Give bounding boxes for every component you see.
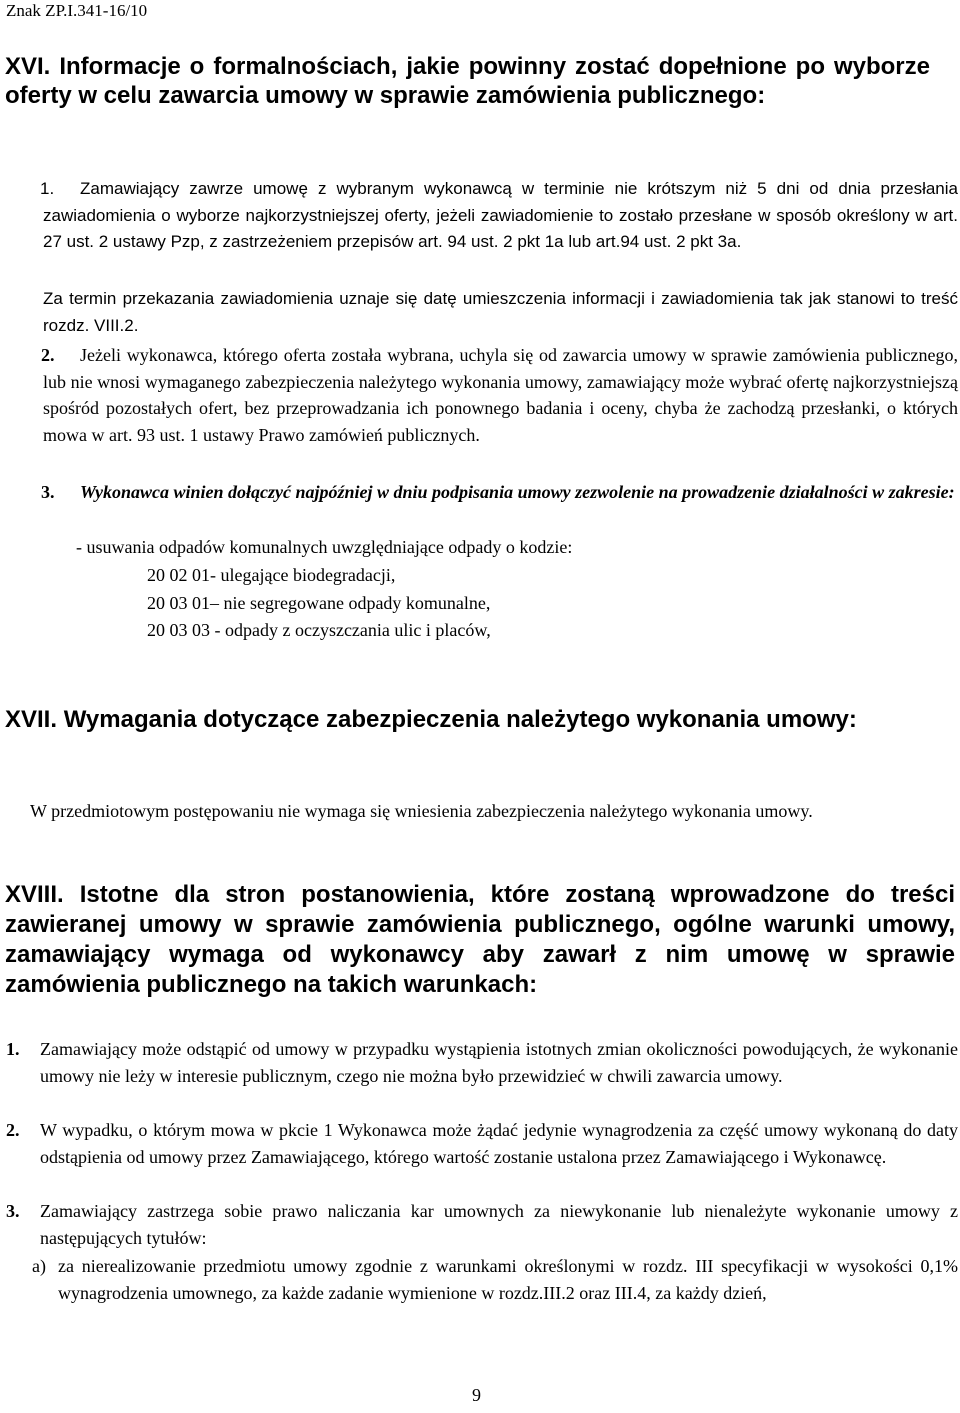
section-xviii-title: XVIII. Istotne dla stron postanowienia, które zostaną wprowadzone do treści zawieranej umowy w sprawie zamówienia publicznego, ogólne warunki umowy, zamawiający wymaga od wykonawcy aby zawarł z nim umowę w sprawie zamówienia publicznego na takich warunkach: — [5, 881, 955, 998]
item-number: 2. — [6, 1120, 20, 1140]
subitem-label: a) — [32, 1256, 46, 1276]
item-text: Wykonawca winien dołączyć najpóźniej w dniu podpisania umowy zezwolenie na prowadzenie działalności w zakresie: — [80, 482, 955, 502]
section-xvi-item-2 — [43, 342, 958, 448]
item-text: Zamawiający zastrzega sobie prawo naliczania kar umownych za niewykonanie lub nienależyte wykonanie umowy z następujących tytułów: — [40, 1201, 958, 1248]
item-number: 2. — [41, 345, 55, 365]
page-number: 9 — [472, 1385, 481, 1405]
waste-code-item: 20 03 03 - odpady z oczyszczania ulic i placów, — [147, 620, 491, 640]
section-xviii-item-2 — [6, 1117, 958, 1171]
section-xvi-item-3 — [43, 479, 958, 506]
item-number: 1. — [6, 1039, 20, 1059]
waste-list-intro: - usuwania odpadów komunalnych uwzględniające odpady o kodzie: — [76, 537, 573, 557]
item-text: Zamawiający może odstąpić od umowy w przypadku wystąpienia istotnych zmian okoliczności powodujących, że wykonanie umowy nie leży w interesie publicznym, czego nie można było przewidzieć w chwili zawarcia umowy. — [40, 1039, 958, 1086]
waste-code-item: 20 02 01- ulegające biodegradacji, — [147, 565, 396, 585]
section-xviii-item-3 — [6, 1198, 958, 1252]
section-xviii-item-1 — [6, 1036, 958, 1090]
section-xvi-item-1 — [40, 176, 958, 256]
section-xvi-item-1-note: Za termin przekazania zawiadomienia uznaje się datę umieszczenia informacji i zawiadomienia tak jak stanowi to treść rozdz. VIII.2. — [43, 289, 958, 335]
subitem-text: za nierealizowanie przedmiotu umowy zgodnie z warunkami określonymi w rozdz. III specyfikacji w wysokości 0,1% wynagrodzenia umownego, za każde zadanie wymienione w rozdz.III.2 oraz III.4, za każdy dzień, — [58, 1256, 958, 1303]
section-xvii-title: XVII. Wymagania dotyczące zabezpieczenia należytego wykonania umowy: — [5, 706, 857, 733]
waste-code-item: 20 03 01– nie segregowane odpady komunalne, — [147, 592, 491, 613]
document-reference: Znak ZP.I.341-16/10 — [6, 1, 148, 20]
item-text: Zamawiający zawrze umowę z wybranym wykonawcą w terminie nie krótszym niż 5 dni od dnia przesłania zawiadomienia o wyborze najkorzystniejszej oferty, jeżeli zawiadomienie to zostało przesłane w sposób określony w art. 27 ust. 2 ustawy Pzp, z zastrzeżeniem przepisów art. 94 ust. 2 pkt 1a lub art.94 ust. 2 pkt 3a. — [43, 179, 958, 251]
item-text: W wypadku, o którym mowa w pkcie 1 Wykonawca może żądać jedynie wynagrodzenia za część umowy wykonaną do daty odstąpienia od umowy przez Zamawiającego, którego wartość zostanie ustalona przez Zamawiającego i Wykonawcę. — [40, 1120, 958, 1167]
item-number: 3. — [6, 1201, 20, 1221]
section-xviii-subitem-a — [32, 1253, 958, 1307]
item-number: 3. — [41, 482, 55, 502]
section-xvi-title: XVI. Informacje o formalnościach, jakie powinny zostać dopełnione po wyborze oferty w celu zawarcia umowy w sprawie zamówienia publicznego: — [5, 53, 930, 109]
item-number: 1. — [40, 179, 55, 198]
item-text: Jeżeli wykonawca, którego oferta została wybrana, uchyla się od zawarcia umowy w sprawie zamówienia publicznego, lub nie wnosi wymaganego zabezpieczenia należytego wykonania umowy, zamawiający może wybrać ofertę najkorzystniejszą spośród pozostałych ofert, bez przeprowadzania ich ponownego badania i oceny, chyba że zachodzą przesłanki, o których mowa w art. 93 ust. 1 ustawy Prawo zamówień publicznych. — [43, 345, 958, 445]
waste-code-list — [147, 562, 491, 645]
section-xvii-text: W przedmiotowym postępowaniu nie wymaga się wniesienia zabezpieczenia należytego wykonania umowy. — [30, 801, 813, 821]
